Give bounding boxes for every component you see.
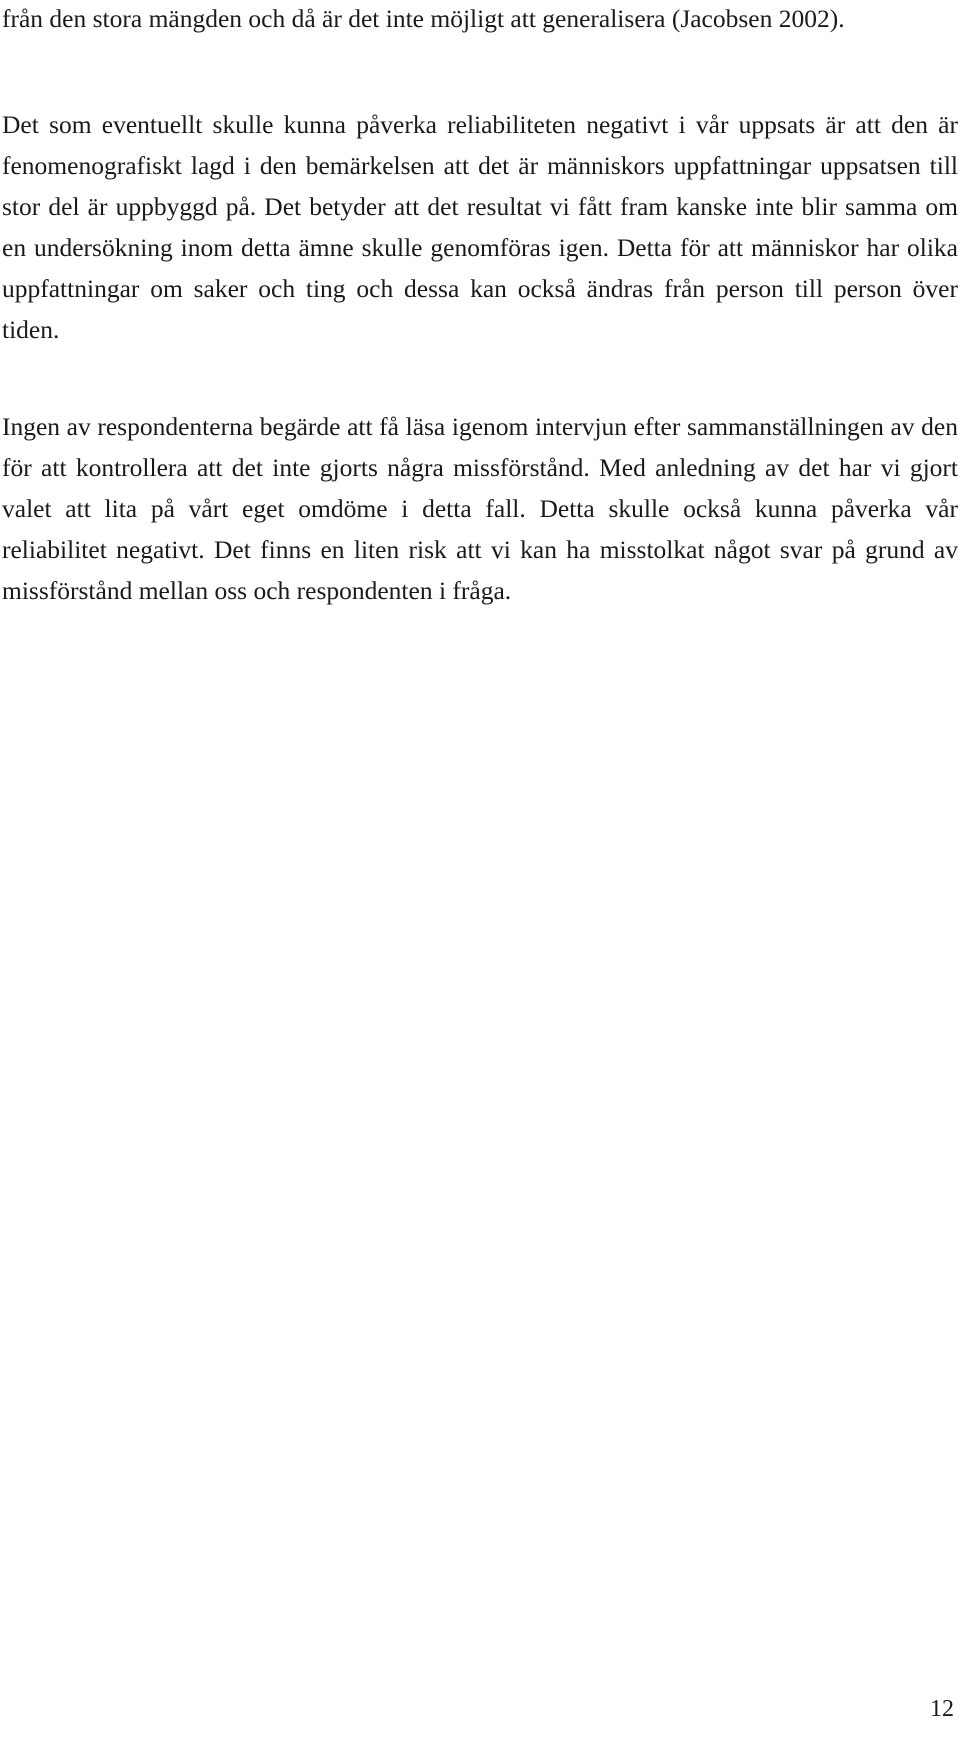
paragraph-intro-continuation: från den stora mängden och då är det inte möjligt att generalisera (Jacobsen 2002). <box>2 4 845 33</box>
paragraph-reliability: Det som eventuellt skulle kunna påverka reliabiliteten negativt i vår uppsats är att den är fenomenografiskt lagd i den bemärkelsen att det är människors uppfattningar uppsatsen till stor del är uppbyggd på. Det betyder att det resultat vi fått fram kanske inte blir samma om en undersökning inom detta ämne skulle genomföras igen. Detta för att människor har olika uppfattningar om saker och ting och dessa kan också ändras från person till person över tiden. <box>2 110 958 344</box>
paragraph-respondents: Ingen av respondenterna begärde att få läsa igenom intervjun efter sammanställningen av den för att kontrollera att det inte gjorts några missförstånd. Med anledning av det har vi gjort valet att lita på vårt eget omdöme i detta fall. Detta skulle också kunna påverka vår reliabilitet negativt. Det finns en liten risk att vi kan ha misstolkat något svar på grund av missförstånd mellan oss och respondenten i fråga. <box>2 412 958 605</box>
page-number: 12 <box>930 1696 954 1722</box>
